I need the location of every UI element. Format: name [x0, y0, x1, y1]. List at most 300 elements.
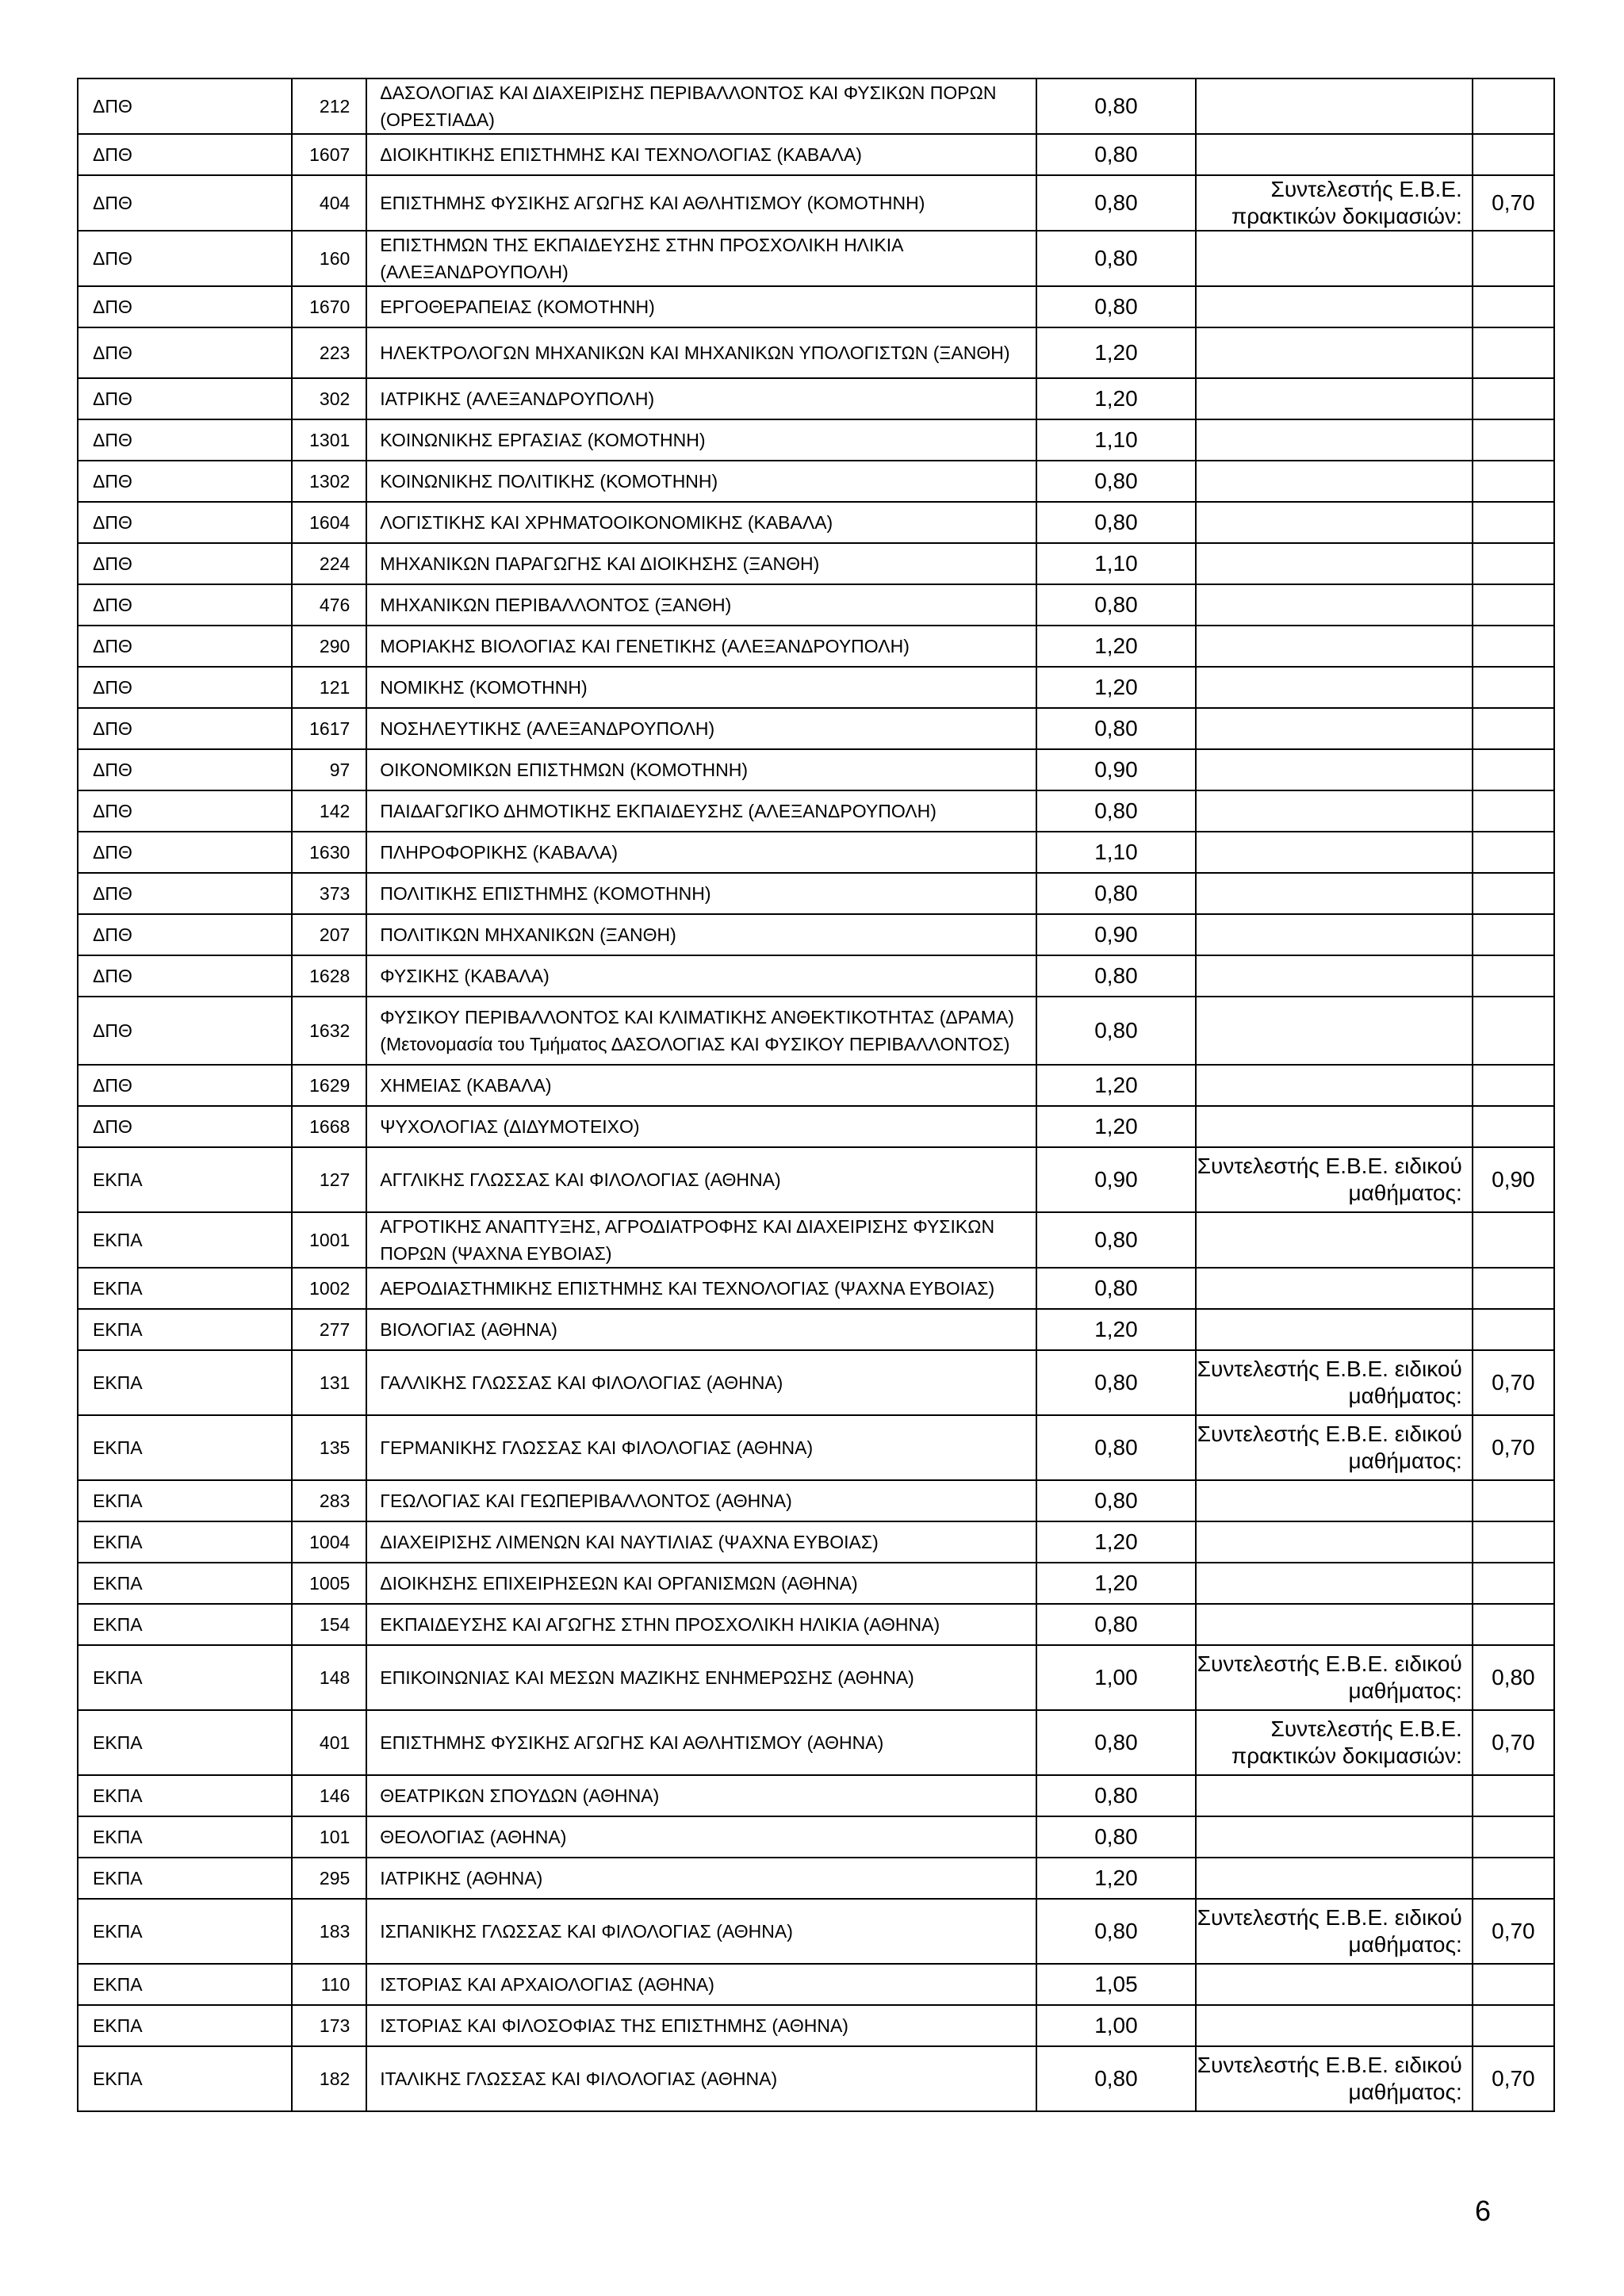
- note-cell: [1196, 1775, 1473, 1816]
- coefficient-cell: 0,90: [1036, 914, 1195, 955]
- note-cell: [1196, 1816, 1473, 1858]
- table-row: [78, 1480, 1554, 1521]
- coefficient-cell: 0,80: [1036, 1268, 1195, 1309]
- department-name-cell: ΕΚΠΑΙΔΕΥΣΗΣ ΚΑΙ ΑΓΩΓΗΣ ΣΤΗΝ ΠΡΟΣΧΟΛΙΚΗ ΗΛΙΚΙΑ (ΑΘΗΝΑ): [366, 1604, 1036, 1645]
- table-row: [78, 327, 1554, 378]
- department-code-cell: 224: [292, 543, 366, 584]
- note-cell: Συντελεστής Ε.Β.Ε. ειδικού μαθήματος:: [1196, 1645, 1473, 1710]
- institution-cell: ΔΠΘ: [78, 286, 292, 327]
- institution-cell: ΔΠΘ: [78, 708, 292, 749]
- note-cell: [1196, 1106, 1473, 1147]
- institution-cell: ΕΚΠΑ: [78, 1645, 292, 1710]
- institution-cell: ΕΚΠΑ: [78, 1147, 292, 1212]
- table-row: [78, 1563, 1554, 1604]
- department-name-cell: ΠΟΛΙΤΙΚΗΣ ΕΠΙΣΤΗΜΗΣ (ΚΟΜΟΤΗΝΗ): [366, 873, 1036, 914]
- note-value-cell: [1473, 134, 1554, 175]
- institution-cell: ΔΠΘ: [78, 78, 292, 134]
- note-value-cell: [1473, 955, 1554, 997]
- table-row: [78, 1858, 1554, 1899]
- table-row: [78, 502, 1554, 543]
- note-cell: [1196, 832, 1473, 873]
- department-code-cell: 101: [292, 1816, 366, 1858]
- department-name-cell: ΜΗΧΑΝΙΚΩΝ ΠΑΡΑΓΩΓΗΣ ΚΑΙ ΔΙΟΙΚΗΣΗΣ (ΞΑΝΘΗ): [366, 543, 1036, 584]
- note-value-cell: 0,70: [1473, 2046, 1554, 2111]
- coefficient-cell: 1,20: [1036, 1106, 1195, 1147]
- department-name-cell: ΕΠΙΚΟΙΝΩΝΙΑΣ ΚΑΙ ΜΕΣΩΝ ΜΑΖΙΚΗΣ ΕΝΗΜΕΡΩΣΗΣ (ΑΘΗΝΑ): [366, 1645, 1036, 1710]
- table-row: [78, 997, 1554, 1065]
- table-row: [78, 832, 1554, 873]
- note-value-cell: [1473, 873, 1554, 914]
- note-cell: Συντελεστής Ε.Β.Ε. ειδικού μαθήματος:: [1196, 1415, 1473, 1480]
- table-row: [78, 955, 1554, 997]
- department-name-cell: ΠΟΛΙΤΙΚΩΝ ΜΗΧΑΝΙΚΩΝ (ΞΑΝΘΗ): [366, 914, 1036, 955]
- table-row: [78, 1645, 1554, 1710]
- department-name-cell: ΔΙΑΧΕΙΡΙΣΗΣ ΛΙΜΕΝΩΝ ΚΑΙ ΝΑΥΤΙΛΙΑΣ (ΨΑΧΝΑ ΕΥΒΟΙΑΣ): [366, 1521, 1036, 1563]
- table-row: [78, 790, 1554, 832]
- coefficient-cell: 0,80: [1036, 1350, 1195, 1415]
- note-cell: [1196, 1604, 1473, 1645]
- institution-cell: ΕΚΠΑ: [78, 1415, 292, 1480]
- department-code-cell: 212: [292, 78, 366, 134]
- institution-cell: ΕΚΠΑ: [78, 1604, 292, 1645]
- department-code-cell: 1628: [292, 955, 366, 997]
- note-value-cell: [1473, 1065, 1554, 1106]
- institution-cell: ΔΠΘ: [78, 502, 292, 543]
- department-name-cell: ΙΣΤΟΡΙΑΣ ΚΑΙ ΦΙΛΟΣΟΦΙΑΣ ΤΗΣ ΕΠΙΣΤΗΜΗΣ (ΑΘΗΝΑ): [366, 2005, 1036, 2046]
- note-value-cell: [1473, 749, 1554, 790]
- note-cell: [1196, 286, 1473, 327]
- table-row: [78, 1268, 1554, 1309]
- coefficient-cell: 0,80: [1036, 1710, 1195, 1775]
- department-code-cell: 146: [292, 1775, 366, 1816]
- department-code-cell: 1002: [292, 1268, 366, 1309]
- department-name-cell: ΕΠΙΣΤΗΜΩΝ ΤΗΣ ΕΚΠΑΙΔΕΥΣΗΣ ΣΤΗΝ ΠΡΟΣΧΟΛΙΚΗ ΗΛΙΚΙΑ (ΑΛΕΞΑΝΔΡΟΥΠΟΛΗ): [366, 231, 1036, 286]
- note-value-cell: [1473, 78, 1554, 134]
- note-cell: [1196, 327, 1473, 378]
- coefficient-cell: 0,80: [1036, 175, 1195, 231]
- department-name-cell: ΕΠΙΣΤΗΜΗΣ ΦΥΣΙΚΗΣ ΑΓΩΓΗΣ ΚΑΙ ΑΘΛΗΤΙΣΜΟΥ (ΑΘΗΝΑ): [366, 1710, 1036, 1775]
- department-name-cell: ΓΕΡΜΑΝΙΚΗΣ ΓΛΩΣΣΑΣ ΚΑΙ ΦΙΛΟΛΟΓΙΑΣ (ΑΘΗΝΑ): [366, 1415, 1036, 1480]
- coefficient-cell: 1,20: [1036, 1563, 1195, 1604]
- note-cell: [1196, 749, 1473, 790]
- coefficient-cell: 1,10: [1036, 543, 1195, 584]
- department-code-cell: 302: [292, 378, 366, 419]
- note-value-cell: 0,70: [1473, 1899, 1554, 1964]
- note-value-cell: [1473, 914, 1554, 955]
- table-row: [78, 175, 1554, 231]
- table-row: [78, 2005, 1554, 2046]
- note-value-cell: [1473, 1964, 1554, 2005]
- institution-cell: ΕΚΠΑ: [78, 2005, 292, 2046]
- note-value-cell: [1473, 1480, 1554, 1521]
- coefficient-cell: 0,80: [1036, 1816, 1195, 1858]
- department-code-cell: 183: [292, 1899, 366, 1964]
- department-code-cell: 1301: [292, 419, 366, 461]
- institution-cell: ΕΚΠΑ: [78, 1816, 292, 1858]
- note-cell: Συντελεστής Ε.Β.Ε. πρακτικών δοκιμασιών:: [1196, 175, 1473, 231]
- note-value-cell: [1473, 419, 1554, 461]
- table-body: [78, 78, 1554, 2111]
- institution-cell: ΔΠΘ: [78, 378, 292, 419]
- department-code-cell: 1607: [292, 134, 366, 175]
- institution-cell: ΕΚΠΑ: [78, 1563, 292, 1604]
- table-row: [78, 1065, 1554, 1106]
- note-value-cell: [1473, 1309, 1554, 1350]
- note-value-cell: [1473, 1521, 1554, 1563]
- note-cell: [1196, 231, 1473, 286]
- table-row: [78, 78, 1554, 134]
- institution-cell: ΔΠΘ: [78, 667, 292, 708]
- department-name-cell: ΙΣΤΟΡΙΑΣ ΚΑΙ ΑΡΧΑΙΟΛΟΓΙΑΣ (ΑΘΗΝΑ): [366, 1964, 1036, 2005]
- institution-cell: ΔΠΘ: [78, 790, 292, 832]
- note-cell: [1196, 78, 1473, 134]
- coefficient-cell: 1,00: [1036, 1645, 1195, 1710]
- table-row: [78, 1899, 1554, 1964]
- table-row: [78, 626, 1554, 667]
- department-code-cell: 401: [292, 1710, 366, 1775]
- coefficient-cell: 1,20: [1036, 1521, 1195, 1563]
- department-code-cell: 135: [292, 1415, 366, 1480]
- coefficient-cell: 0,80: [1036, 2046, 1195, 2111]
- coefficient-cell: 0,90: [1036, 1147, 1195, 1212]
- coefficient-cell: 1,20: [1036, 1858, 1195, 1899]
- table-row: [78, 1816, 1554, 1858]
- institution-cell: ΕΚΠΑ: [78, 1309, 292, 1350]
- note-value-cell: [1473, 626, 1554, 667]
- note-cell: [1196, 502, 1473, 543]
- note-cell: [1196, 1309, 1473, 1350]
- table-row: [78, 1212, 1554, 1268]
- table-row: [78, 1775, 1554, 1816]
- table-row: [78, 708, 1554, 749]
- institution-cell: ΕΚΠΑ: [78, 1268, 292, 1309]
- department-name-cell: ΕΡΓΟΘΕΡΑΠΕΙΑΣ (ΚΟΜΟΤΗΝΗ): [366, 286, 1036, 327]
- page-number: 6: [1475, 2195, 1492, 2227]
- coefficient-cell: 0,80: [1036, 584, 1195, 626]
- department-code-cell: 182: [292, 2046, 366, 2111]
- note-cell: [1196, 667, 1473, 708]
- coefficient-cell: 1,20: [1036, 378, 1195, 419]
- department-name-cell: ΚΟΙΝΩΝΙΚΗΣ ΕΡΓΑΣΙΑΣ (ΚΟΜΟΤΗΝΗ): [366, 419, 1036, 461]
- department-name-cell: ΙΤΑΛΙΚΗΣ ΓΛΩΣΣΑΣ ΚΑΙ ΦΙΛΟΛΟΓΙΑΣ (ΑΘΗΝΑ): [366, 2046, 1036, 2111]
- department-code-cell: 295: [292, 1858, 366, 1899]
- note-cell: Συντελεστής Ε.Β.Ε. ειδικού μαθήματος:: [1196, 1350, 1473, 1415]
- department-name-cell: ΚΟΙΝΩΝΙΚΗΣ ΠΟΛΙΤΙΚΗΣ (ΚΟΜΟΤΗΝΗ): [366, 461, 1036, 502]
- note-value-cell: 0,70: [1473, 1710, 1554, 1775]
- department-code-cell: 110: [292, 1964, 366, 2005]
- department-code-cell: 148: [292, 1645, 366, 1710]
- institution-cell: ΔΠΘ: [78, 626, 292, 667]
- institution-cell: ΔΠΘ: [78, 175, 292, 231]
- department-code-cell: 223: [292, 327, 366, 378]
- department-name-cell: ΔΙΟΙΚΗΣΗΣ ΕΠΙΧΕΙΡΗΣΕΩΝ ΚΑΙ ΟΡΓΑΝΙΣΜΩΝ (ΑΘΗΝΑ): [366, 1563, 1036, 1604]
- table-row: [78, 1415, 1554, 1480]
- department-name-cell: ΝΟΜΙΚΗΣ (ΚΟΜΟΤΗΝΗ): [366, 667, 1036, 708]
- note-value-cell: [1473, 1816, 1554, 1858]
- table-row: [78, 419, 1554, 461]
- note-value-cell: [1473, 286, 1554, 327]
- coefficient-cell: 1,20: [1036, 667, 1195, 708]
- table-row: [78, 873, 1554, 914]
- note-value-cell: [1473, 2005, 1554, 2046]
- note-cell: [1196, 873, 1473, 914]
- department-name-cell: ΔΙΟΙΚΗΤΙΚΗΣ ΕΠΙΣΤΗΜΗΣ ΚΑΙ ΤΕΧΝΟΛΟΓΙΑΣ (ΚΑΒΑΛΑ): [366, 134, 1036, 175]
- coefficient-cell: 0,80: [1036, 873, 1195, 914]
- table-row: [78, 1604, 1554, 1645]
- coefficient-cell: 1,20: [1036, 1309, 1195, 1350]
- institution-cell: ΕΚΠΑ: [78, 1775, 292, 1816]
- department-code-cell: 1632: [292, 997, 366, 1065]
- note-value-cell: 0,70: [1473, 1415, 1554, 1480]
- note-value-cell: [1473, 327, 1554, 378]
- table-row: [78, 1147, 1554, 1212]
- institution-cell: ΔΠΘ: [78, 231, 292, 286]
- department-name-cell: ΨΥΧΟΛΟΓΙΑΣ (ΔΙΔΥΜΟΤΕΙΧΟ): [366, 1106, 1036, 1147]
- note-value-cell: 0,70: [1473, 1350, 1554, 1415]
- note-cell: [1196, 914, 1473, 955]
- department-name-cell: ΦΥΣΙΚΟΥ ΠΕΡΙΒΑΛΛΟΝΤΟΣ ΚΑΙ ΚΛΙΜΑΤΙΚΗΣ ΑΝΘΕΚΤΙΚΟΤΗΤΑΣ (ΔΡΑΜΑ) (Μετονομασία του Τμήματος ΔΑΣΟΛΟΓΙΑΣ ΚΑΙ ΦΥΣΙΚΟΥ ΠΕΡΙΒΑΛΛΟΝΤΟΣ): [366, 997, 1036, 1065]
- note-cell: [1196, 1964, 1473, 2005]
- department-name-cell: ΛΟΓΙΣΤΙΚΗΣ ΚΑΙ ΧΡΗΜΑΤΟΟΙΚΟΝΟΜΙΚΗΣ (ΚΑΒΑΛΑ): [366, 502, 1036, 543]
- institution-cell: ΕΚΠΑ: [78, 2046, 292, 2111]
- department-name-cell: ΠΛΗΡΟΦΟΡΙΚΗΣ (ΚΑΒΑΛΑ): [366, 832, 1036, 873]
- department-code-cell: 1005: [292, 1563, 366, 1604]
- institution-cell: ΕΚΠΑ: [78, 1899, 292, 1964]
- institution-cell: ΕΚΠΑ: [78, 1858, 292, 1899]
- note-cell: [1196, 584, 1473, 626]
- department-name-cell: ΕΠΙΣΤΗΜΗΣ ΦΥΣΙΚΗΣ ΑΓΩΓΗΣ ΚΑΙ ΑΘΛΗΤΙΣΜΟΥ (ΚΟΜΟΤΗΝΗ): [366, 175, 1036, 231]
- coefficient-cell: 0,80: [1036, 502, 1195, 543]
- note-cell: [1196, 1480, 1473, 1521]
- note-cell: Συντελεστής Ε.Β.Ε. ειδικού μαθήματος:: [1196, 1899, 1473, 1964]
- note-cell: Συντελεστής Ε.Β.Ε. ειδικού μαθήματος:: [1196, 1147, 1473, 1212]
- department-code-cell: 131: [292, 1350, 366, 1415]
- department-code-cell: 290: [292, 626, 366, 667]
- note-cell: [1196, 419, 1473, 461]
- coefficient-cell: 0,80: [1036, 286, 1195, 327]
- note-cell: Συντελεστής Ε.Β.Ε. πρακτικών δοκιμασιών:: [1196, 1710, 1473, 1775]
- department-code-cell: 373: [292, 873, 366, 914]
- coefficient-cell: 0,80: [1036, 78, 1195, 134]
- department-code-cell: 476: [292, 584, 366, 626]
- note-cell: [1196, 955, 1473, 997]
- note-value-cell: [1473, 1563, 1554, 1604]
- note-value-cell: [1473, 1212, 1554, 1268]
- coefficient-cell: 1,20: [1036, 1065, 1195, 1106]
- institution-cell: ΔΠΘ: [78, 914, 292, 955]
- note-value-cell: [1473, 543, 1554, 584]
- department-name-cell: ΠΑΙΔΑΓΩΓΙΚΟ ΔΗΜΟΤΙΚΗΣ ΕΚΠΑΙΔΕΥΣΗΣ (ΑΛΕΞΑΝΔΡΟΥΠΟΛΗ): [366, 790, 1036, 832]
- department-code-cell: 1630: [292, 832, 366, 873]
- note-value-cell: [1473, 1268, 1554, 1309]
- note-value-cell: [1473, 1106, 1554, 1147]
- coefficient-cell: 1,20: [1036, 626, 1195, 667]
- coefficient-cell: 0,80: [1036, 790, 1195, 832]
- note-cell: [1196, 1858, 1473, 1899]
- note-cell: [1196, 626, 1473, 667]
- department-code-cell: 127: [292, 1147, 366, 1212]
- table-row: [78, 1106, 1554, 1147]
- table-row: [78, 1309, 1554, 1350]
- department-name-cell: ΜΟΡΙΑΚΗΣ ΒΙΟΛΟΓΙΑΣ ΚΑΙ ΓΕΝΕΤΙΚΗΣ (ΑΛΕΞΑΝΔΡΟΥΠΟΛΗ): [366, 626, 1036, 667]
- institution-cell: ΔΠΘ: [78, 419, 292, 461]
- department-name-cell: ΙΣΠΑΝΙΚΗΣ ΓΛΩΣΣΑΣ ΚΑΙ ΦΙΛΟΛΟΓΙΑΣ (ΑΘΗΝΑ): [366, 1899, 1036, 1964]
- department-name-cell: ΑΓΡΟΤΙΚΗΣ ΑΝΑΠΤΥΞΗΣ, ΑΓΡΟΔΙΑΤΡΟΦΗΣ ΚΑΙ ΔΙΑΧΕΙΡΙΣΗΣ ΦΥΣΙΚΩΝ ΠΟΡΩΝ (ΨΑΧΝΑ ΕΥΒΟΙΑΣ): [366, 1212, 1036, 1268]
- department-name-cell: ΧΗΜΕΙΑΣ (ΚΑΒΑΛΑ): [366, 1065, 1036, 1106]
- note-value-cell: 0,80: [1473, 1645, 1554, 1710]
- note-value-cell: 0,70: [1473, 175, 1554, 231]
- department-name-cell: ΓΕΩΛΟΓΙΑΣ ΚΑΙ ΓΕΩΠΕΡΙΒΑΛΛΟΝΤΟΣ (ΑΘΗΝΑ): [366, 1480, 1036, 1521]
- coefficient-cell: 1,10: [1036, 832, 1195, 873]
- department-code-cell: 1001: [292, 1212, 366, 1268]
- department-name-cell: ΜΗΧΑΝΙΚΩΝ ΠΕΡΙΒΑΛΛΟΝΤΟΣ (ΞΑΝΘΗ): [366, 584, 1036, 626]
- coefficient-cell: 0,80: [1036, 1480, 1195, 1521]
- institution-cell: ΔΠΘ: [78, 749, 292, 790]
- coefficient-cell: 1,05: [1036, 1964, 1195, 2005]
- note-cell: [1196, 461, 1473, 502]
- coefficient-cell: 1,10: [1036, 419, 1195, 461]
- note-cell: [1196, 708, 1473, 749]
- department-name-cell: ΓΑΛΛΙΚΗΣ ΓΛΩΣΣΑΣ ΚΑΙ ΦΙΛΟΛΟΓΙΑΣ (ΑΘΗΝΑ): [366, 1350, 1036, 1415]
- table-row: [78, 1710, 1554, 1775]
- note-cell: [1196, 134, 1473, 175]
- department-name-cell: ΙΑΤΡΙΚΗΣ (ΑΛΕΞΑΝΔΡΟΥΠΟΛΗ): [366, 378, 1036, 419]
- department-code-cell: 1668: [292, 1106, 366, 1147]
- note-value-cell: [1473, 832, 1554, 873]
- institution-cell: ΕΚΠΑ: [78, 1964, 292, 2005]
- note-value-cell: [1473, 584, 1554, 626]
- department-name-cell: ΘΕΑΤΡΙΚΩΝ ΣΠΟΥΔΩΝ (ΑΘΗΝΑ): [366, 1775, 1036, 1816]
- department-code-cell: 1004: [292, 1521, 366, 1563]
- coefficient-cell: 0,90: [1036, 749, 1195, 790]
- table-row: [78, 461, 1554, 502]
- table-row: [78, 584, 1554, 626]
- institution-cell: ΕΚΠΑ: [78, 1480, 292, 1521]
- table-row: [78, 914, 1554, 955]
- institution-cell: ΔΠΘ: [78, 997, 292, 1065]
- note-value-cell: 0,90: [1473, 1147, 1554, 1212]
- coefficient-cell: 0,80: [1036, 708, 1195, 749]
- coefficient-cell: 0,80: [1036, 1775, 1195, 1816]
- table-row: [78, 231, 1554, 286]
- table-row: [78, 543, 1554, 584]
- department-code-cell: 277: [292, 1309, 366, 1350]
- note-cell: Συντελεστής Ε.Β.Ε. ειδικού μαθήματος:: [1196, 2046, 1473, 2111]
- department-name-cell: ΔΑΣΟΛΟΓΙΑΣ ΚΑΙ ΔΙΑΧΕΙΡΙΣΗΣ ΠΕΡΙΒΑΛΛΟΝΤΟΣ ΚΑΙ ΦΥΣΙΚΩΝ ΠΟΡΩΝ (ΟΡΕΣΤΙΑΔΑ): [366, 78, 1036, 134]
- coefficient-cell: 0,80: [1036, 955, 1195, 997]
- department-name-cell: ΑΕΡΟΔΙΑΣΤΗΜΙΚΗΣ ΕΠΙΣΤΗΜΗΣ ΚΑΙ ΤΕΧΝΟΛΟΓΙΑΣ (ΨΑΧΝΑ ΕΥΒΟΙΑΣ): [366, 1268, 1036, 1309]
- department-name-cell: ΦΥΣΙΚΗΣ (ΚΑΒΑΛΑ): [366, 955, 1036, 997]
- table-row: [78, 286, 1554, 327]
- note-cell: [1196, 1268, 1473, 1309]
- note-cell: [1196, 997, 1473, 1065]
- institution-cell: ΕΚΠΑ: [78, 1350, 292, 1415]
- institution-cell: ΕΚΠΑ: [78, 1521, 292, 1563]
- note-value-cell: [1473, 667, 1554, 708]
- note-value-cell: [1473, 1858, 1554, 1899]
- department-code-cell: 207: [292, 914, 366, 955]
- table-row: [78, 1964, 1554, 2005]
- note-value-cell: [1473, 1604, 1554, 1645]
- institution-cell: ΕΚΠΑ: [78, 1212, 292, 1268]
- department-name-cell: ΑΓΓΛΙΚΗΣ ΓΛΩΣΣΑΣ ΚΑΙ ΦΙΛΟΛΟΓΙΑΣ (ΑΘΗΝΑ): [366, 1147, 1036, 1212]
- department-code-cell: 121: [292, 667, 366, 708]
- department-code-cell: 1302: [292, 461, 366, 502]
- institution-cell: ΔΠΘ: [78, 543, 292, 584]
- coefficient-cell: 1,00: [1036, 2005, 1195, 2046]
- department-name-cell: ΘΕΟΛΟΓΙΑΣ (ΑΘΗΝΑ): [366, 1816, 1036, 1858]
- note-cell: [1196, 1521, 1473, 1563]
- note-cell: [1196, 543, 1473, 584]
- department-name-cell: ΗΛΕΚΤΡΟΛΟΓΩΝ ΜΗΧΑΝΙΚΩΝ ΚΑΙ ΜΗΧΑΝΙΚΩΝ ΥΠΟΛΟΓΙΣΤΩΝ (ΞΑΝΘΗ): [366, 327, 1036, 378]
- coefficient-cell: 0,80: [1036, 231, 1195, 286]
- institution-cell: ΔΠΘ: [78, 955, 292, 997]
- table-row: [78, 2046, 1554, 2111]
- coefficient-cell: 0,80: [1036, 1604, 1195, 1645]
- note-value-cell: [1473, 708, 1554, 749]
- note-cell: [1196, 1212, 1473, 1268]
- department-code-cell: 404: [292, 175, 366, 231]
- note-value-cell: [1473, 502, 1554, 543]
- institution-cell: ΔΠΘ: [78, 461, 292, 502]
- note-cell: [1196, 790, 1473, 832]
- note-value-cell: [1473, 790, 1554, 832]
- department-code-cell: 1604: [292, 502, 366, 543]
- coefficients-table: [77, 78, 1555, 2112]
- note-value-cell: [1473, 461, 1554, 502]
- coefficient-cell: 0,80: [1036, 1415, 1195, 1480]
- institution-cell: ΔΠΘ: [78, 1106, 292, 1147]
- coefficient-cell: 0,80: [1036, 134, 1195, 175]
- table-row: [78, 667, 1554, 708]
- institution-cell: ΔΠΘ: [78, 134, 292, 175]
- coefficient-cell: 0,80: [1036, 1899, 1195, 1964]
- table-row: [78, 749, 1554, 790]
- note-value-cell: [1473, 378, 1554, 419]
- department-code-cell: 97: [292, 749, 366, 790]
- note-value-cell: [1473, 1775, 1554, 1816]
- institution-cell: ΔΠΘ: [78, 584, 292, 626]
- department-name-cell: ΙΑΤΡΙΚΗΣ (ΑΘΗΝΑ): [366, 1858, 1036, 1899]
- note-value-cell: [1473, 231, 1554, 286]
- table-row: [78, 134, 1554, 175]
- institution-cell: ΔΠΘ: [78, 327, 292, 378]
- department-code-cell: 283: [292, 1480, 366, 1521]
- institution-cell: ΔΠΘ: [78, 873, 292, 914]
- note-value-cell: [1473, 997, 1554, 1065]
- coefficient-cell: 0,80: [1036, 1212, 1195, 1268]
- department-code-cell: 173: [292, 2005, 366, 2046]
- note-cell: [1196, 1065, 1473, 1106]
- note-cell: [1196, 378, 1473, 419]
- department-code-cell: 1629: [292, 1065, 366, 1106]
- institution-cell: ΕΚΠΑ: [78, 1710, 292, 1775]
- coefficient-cell: 0,80: [1036, 461, 1195, 502]
- institution-cell: ΔΠΘ: [78, 1065, 292, 1106]
- institution-cell: ΔΠΘ: [78, 832, 292, 873]
- coefficient-cell: 0,80: [1036, 997, 1195, 1065]
- department-code-cell: 160: [292, 231, 366, 286]
- department-name-cell: ΒΙΟΛΟΓΙΑΣ (ΑΘΗΝΑ): [366, 1309, 1036, 1350]
- table-row: [78, 1350, 1554, 1415]
- department-name-cell: ΟΙΚΟΝΟΜΙΚΩΝ ΕΠΙΣΤΗΜΩΝ (ΚΟΜΟΤΗΝΗ): [366, 749, 1036, 790]
- note-cell: [1196, 1563, 1473, 1604]
- department-code-cell: 1670: [292, 286, 366, 327]
- department-code-cell: 142: [292, 790, 366, 832]
- department-code-cell: 154: [292, 1604, 366, 1645]
- department-code-cell: 1617: [292, 708, 366, 749]
- coefficient-cell: 1,20: [1036, 327, 1195, 378]
